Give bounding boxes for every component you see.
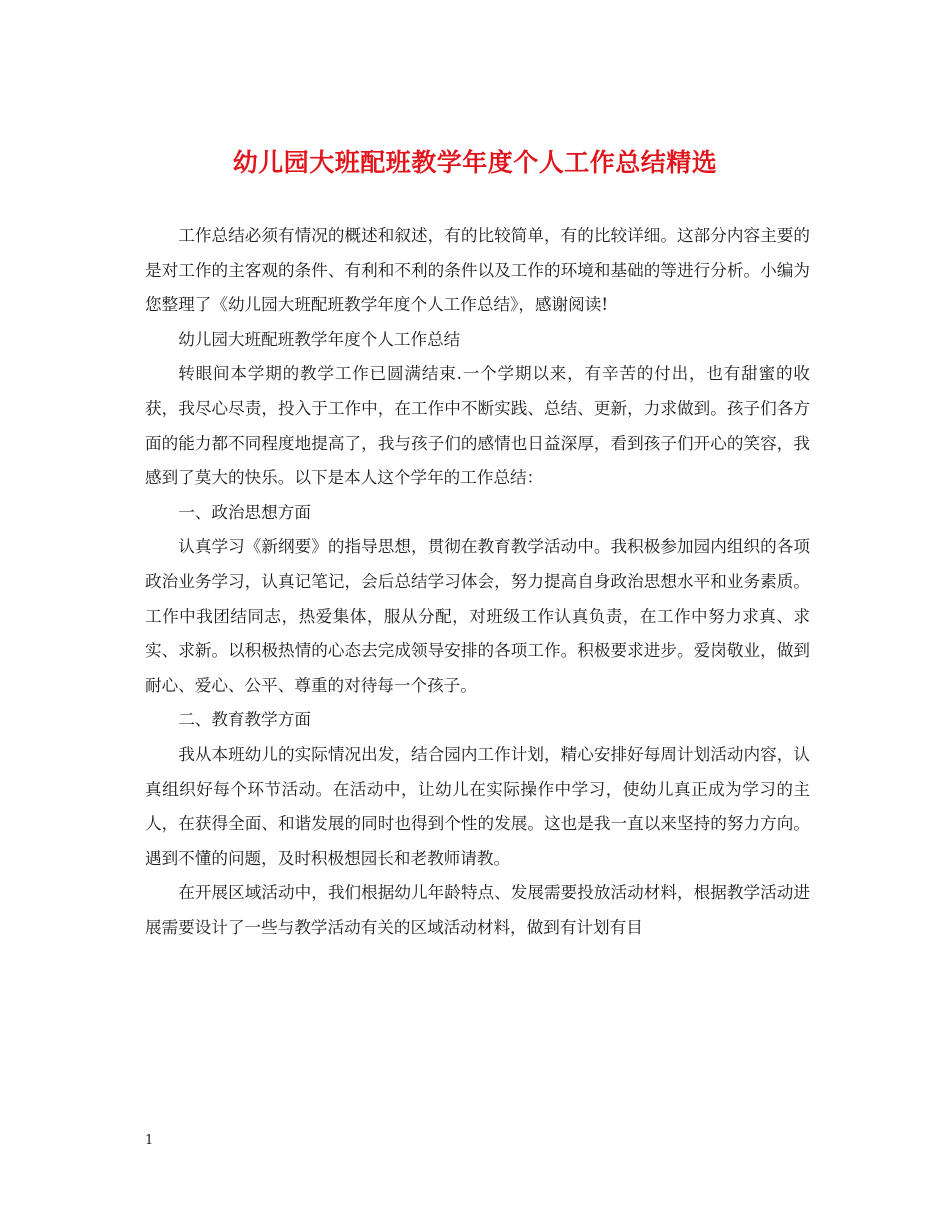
section-heading-teaching: 二、教育教学方面 xyxy=(178,710,311,730)
paragraph-area-activities: 在开展区域活动中，我们根据幼儿年龄特点、发展需要投放活动材料，根据教学活动进展需要设计了一些与教学活动有关的区域活动材料，做到有计划有目 xyxy=(145,883,810,937)
paragraph-opening: 转眼间本学期的教学工作已圆满结束.一个学期以来，有辛苦的付出，也有甜蜜的收获，我尽心尽责，投入于工作中，在工作中不断实践、总结、更新，力求做到。孩子们各方面的能力都不同程度地提高了，我与孩子们的感情也日益深厚，看到孩子们开心的笑容，我感到了莫大的快乐。以下是本人这个学年的工作总结： xyxy=(145,364,810,488)
paragraph-politics: 认真学习《新纲要》的指导思想，贯彻在教育教学活动中。我积极参加园内组织的各项政治业务学习，认真记笔记，会后总结学习体会，努力提高自身政治思想水平和业务素质。工作中我团结同志，热爱集体，服从分配，对班级工作认真负责，在工作中努力求真、求实、求新。以积极热情的心态去完成领导安排的各项工作。积极要求进步。爱岗敬业，做到耐心、爱心、公平、尊重的对待每一个孩子。 xyxy=(145,537,810,695)
paragraph-teaching: 我从本班幼儿的实际情况出发，结合园内工作计划，精心安排好每周计划活动内容，认真组织好每个环节活动。在活动中，让幼儿在实际操作中学习，使幼儿真正成为学习的主人，在获得全面、和谐发展的同时也得到个性的发展。这也是我一直以来坚持的努力方向。遇到不懂的问题，及时积极想园长和老教师请教。 xyxy=(145,744,810,868)
document-body xyxy=(145,219,810,945)
page-number: 1 xyxy=(145,1133,154,1148)
paragraph-subtitle: 幼儿园大班配班教学年度个人工作总结 xyxy=(178,329,461,349)
document-title: 幼儿园大班配班教学年度个人工作总结精选 xyxy=(232,148,718,177)
section-heading-politics: 一、政治思想方面 xyxy=(178,502,311,522)
paragraph-intro: 工作总结必须有情况的概述和叙述，有的比较简单，有的比较详细。这部分内容主要的是对工作的主客观的条件、有利和不利的条件以及工作的环境和基础的等进行分析。小编为您整理了《幼儿园大班配班教学年度个人工作总结》，感谢阅读! xyxy=(145,226,810,315)
